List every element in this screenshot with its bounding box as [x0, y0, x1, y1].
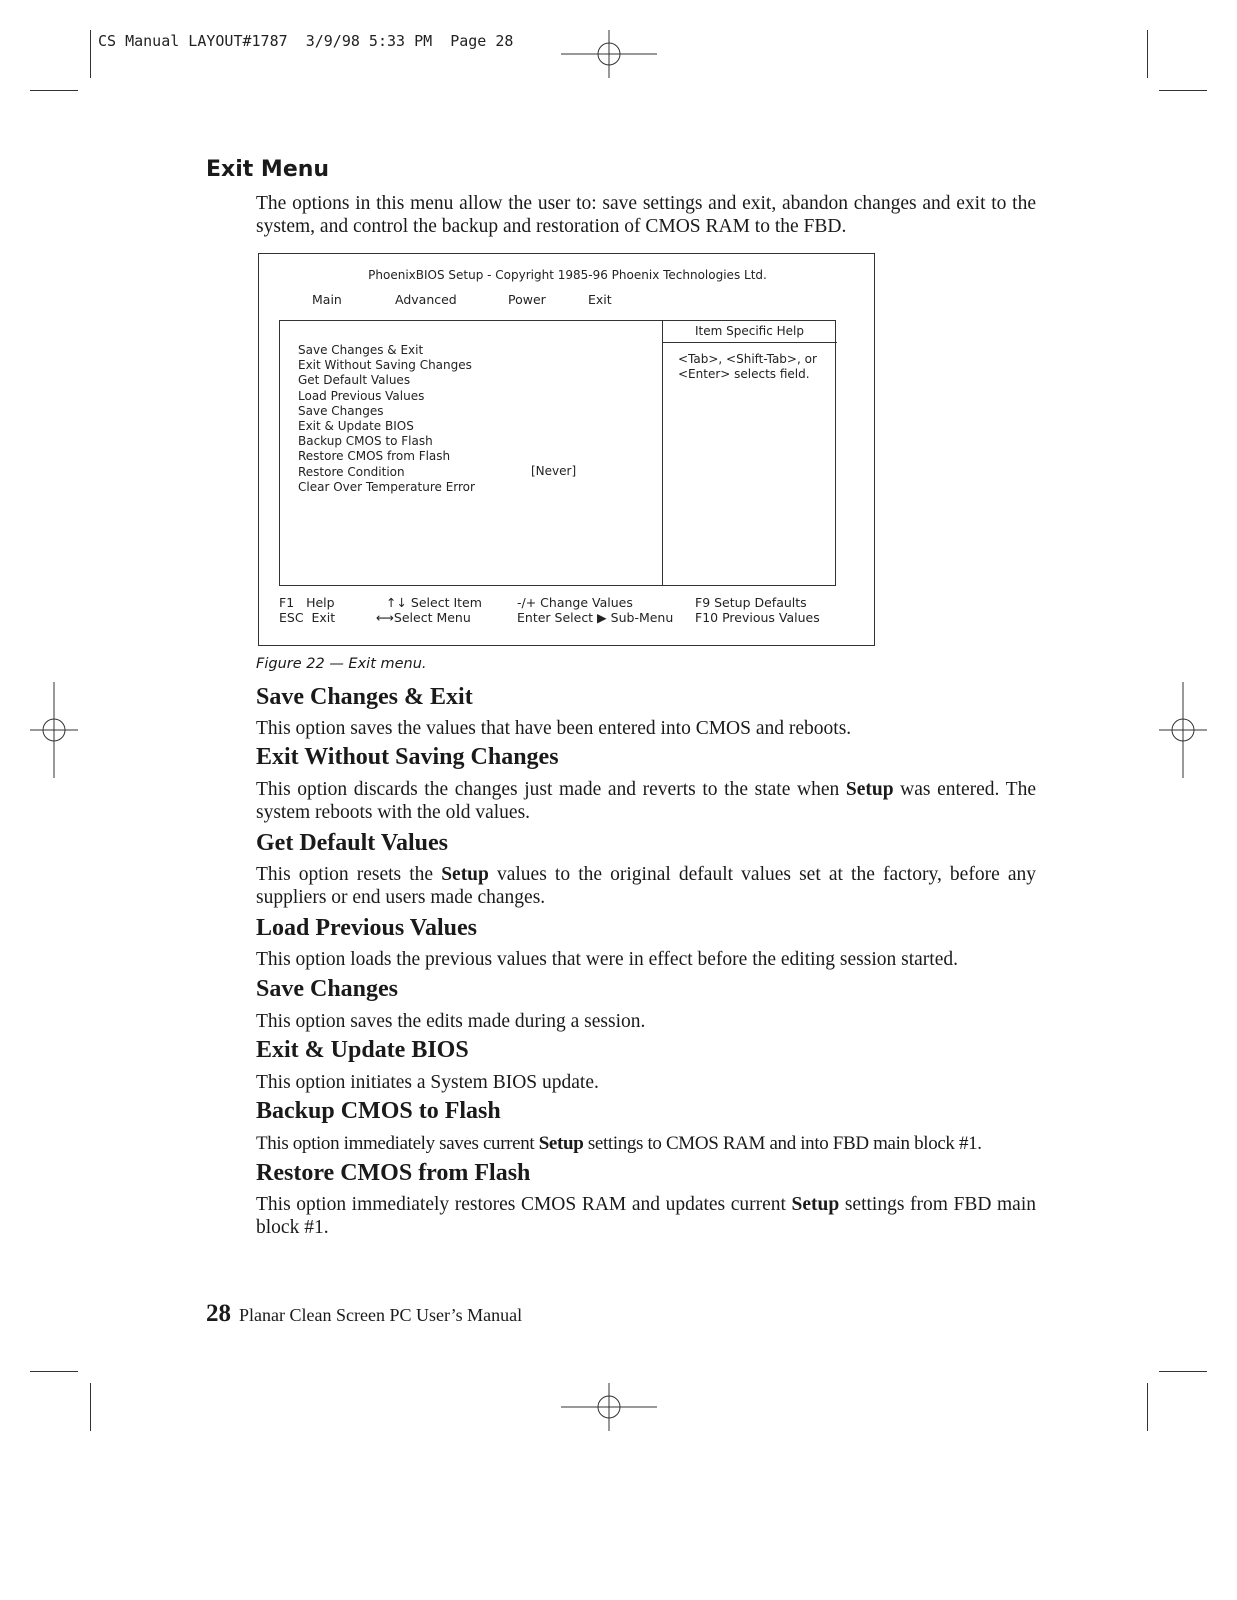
bios-item: Load Previous Values [298, 388, 425, 403]
bios-item: Save Changes & Exit [298, 343, 424, 357]
bios-item: Restore Condition [298, 464, 405, 479]
help-line: <Tab>, <Shift-Tab>, or [678, 352, 817, 366]
bios-panel [279, 320, 836, 586]
bios-item: Save Changes [298, 403, 384, 418]
bios-menu-power: Power [508, 292, 546, 307]
key-f1-help: F1 Help [279, 595, 335, 610]
key-select-menu: ⟷Select Menu [376, 610, 471, 625]
crop-mark [1147, 1383, 1148, 1431]
key-enter-select: Enter Select ▶ Sub-Menu [517, 610, 674, 625]
print-slug: CS Manual LAYOUT#1787 3/9/98 5:33 PM Page 28 [98, 32, 514, 50]
section-heading: Save Changes [256, 976, 399, 1002]
crop-mark [1159, 90, 1207, 91]
section-paragraph: This option immediately restores CMOS RAM and updates current Setup settings from FBD main block #1. [256, 1194, 1036, 1238]
section-heading: Exit Without Saving Changes [256, 744, 559, 770]
figure-caption: Figure 22 — Exit menu. [256, 656, 427, 672]
crop-mark [30, 1371, 78, 1372]
divider [662, 321, 663, 585]
bios-item: Exit Without Saving Changes [298, 358, 472, 373]
crop-mark [1147, 30, 1148, 78]
registration-mark-icon [561, 30, 657, 78]
help-title: Item Specific Help [662, 321, 837, 343]
section-paragraph: This option initiates a System BIOS update. [256, 1072, 599, 1093]
help-line: <Enter> selects field. [678, 367, 810, 381]
registration-mark-icon [561, 1383, 657, 1431]
section-paragraph: This option saves the edits made during a session. [256, 1011, 646, 1032]
crop-mark [30, 90, 78, 91]
section-paragraph: This option saves the values that have been entered into CMOS and reboots. [256, 718, 852, 739]
footer-text: Planar Clean Screen PC User’s Manual [239, 1305, 523, 1325]
help-text [678, 352, 828, 382]
restore-condition-value: [Never] [531, 464, 577, 478]
key-select-item: ↑↓ Select Item [386, 595, 482, 610]
page-footer [206, 1300, 522, 1328]
section-heading: Exit & Update BIOS [256, 1037, 469, 1063]
key-f10-previous: F10 Previous Values [695, 610, 820, 625]
page-number: 28 [206, 1300, 231, 1327]
section-paragraph: This option resets the Setup values to the original default values set at the factory, before any suppliers or end users made changes. [256, 864, 1036, 908]
section-paragraph: This option discards the changes just made and reverts to the state when Setup was entered. The system reboots with the old values. [256, 779, 1036, 823]
bios-item: Clear Over Temperature Error [298, 479, 475, 494]
bios-item: Restore CMOS from Flash [298, 449, 451, 464]
bios-screenshot [258, 253, 875, 646]
bios-menu-main: Main [312, 292, 342, 307]
crop-mark [1159, 1371, 1207, 1372]
page-title: Exit Menu [206, 157, 330, 182]
crop-mark [90, 1383, 91, 1431]
bios-menu-exit: Exit [588, 292, 612, 307]
registration-mark-icon [30, 682, 78, 778]
section-heading: Restore CMOS from Flash [256, 1160, 531, 1186]
section-paragraph: This option immediately saves current Setup settings to CMOS RAM and into FBD main block #1. [256, 1133, 982, 1154]
key-esc-exit: ESC Exit [279, 610, 336, 625]
bios-item: Exit & Update BIOS [298, 419, 414, 434]
crop-mark [90, 30, 91, 78]
section-heading: Backup CMOS to Flash [256, 1098, 501, 1124]
section-heading: Load Previous Values [256, 915, 477, 941]
bios-item: Get Default Values [298, 373, 411, 388]
intro-paragraph: The options in this menu allow the user to: save settings and exit, abandon changes and exit to the system, and control the backup and restoration of CMOS RAM to the FBD. [256, 193, 1036, 237]
key-f9-defaults: F9 Setup Defaults [695, 595, 807, 610]
bios-item: Backup CMOS to Flash [298, 434, 433, 449]
bios-title: PhoenixBIOS Setup - Copyright 1985-96 Phoenix Technologies Ltd. [368, 268, 767, 282]
section-heading: Get Default Values [256, 830, 448, 856]
section-heading: Save Changes & Exit [256, 684, 473, 710]
section-paragraph: This option loads the previous values that were in effect before the editing session started. [256, 949, 958, 970]
bios-menu-advanced: Advanced [395, 292, 457, 307]
key-change-values: -/+ Change Values [517, 595, 633, 610]
bios-item-list [298, 343, 475, 495]
registration-mark-icon [1159, 682, 1207, 778]
